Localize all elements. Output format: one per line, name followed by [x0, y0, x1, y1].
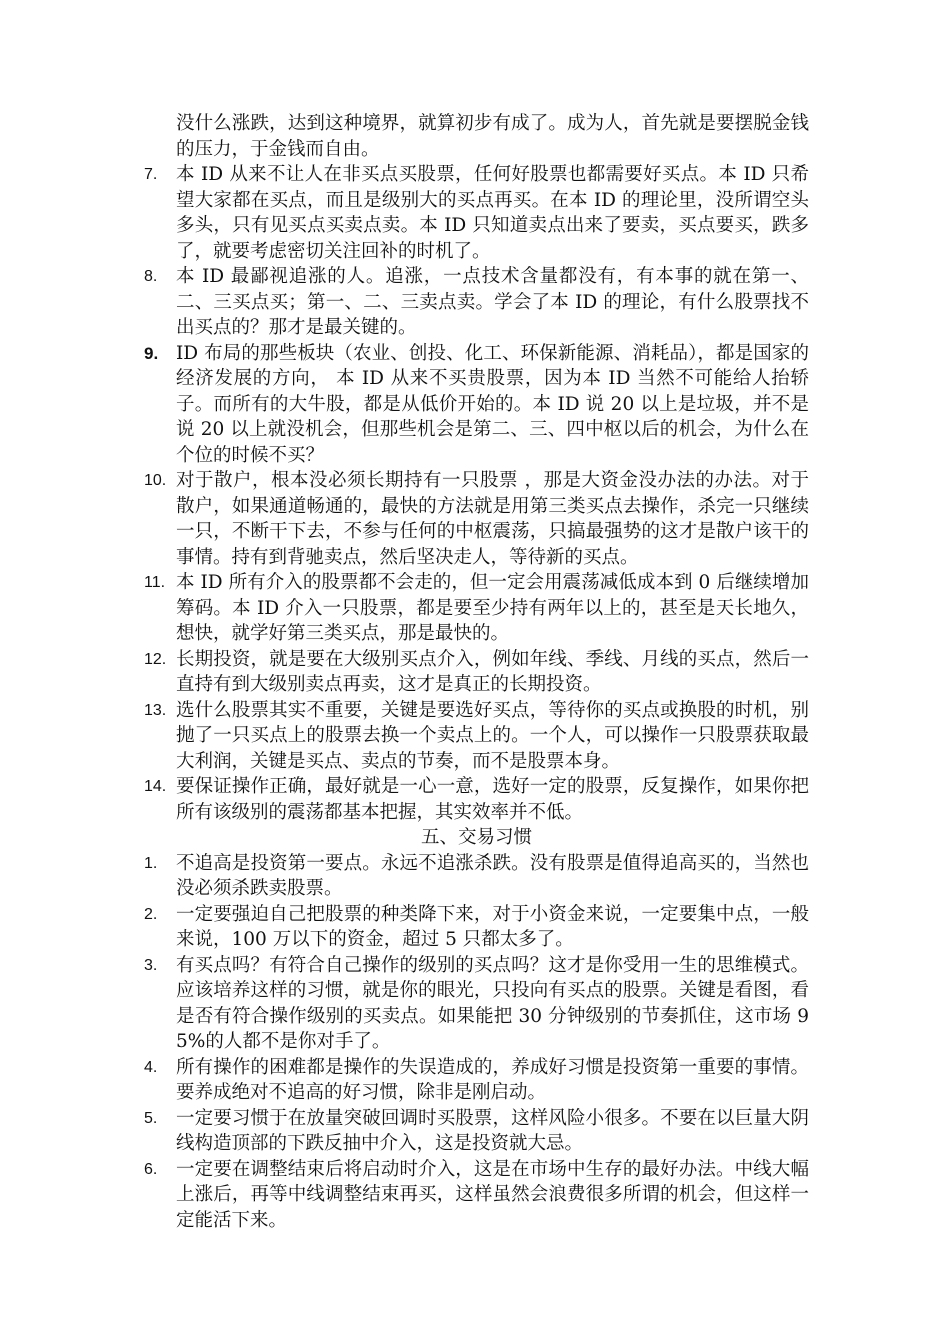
item-number: 10.: [144, 472, 167, 489]
item-number: 6.: [144, 1160, 158, 1178]
document-body: [144, 111, 809, 1233]
item-number: 13.: [144, 701, 167, 719]
item-number: 5.: [144, 1109, 158, 1127]
list-item: [144, 902, 809, 953]
list-item: [144, 264, 809, 341]
item-number: 2.: [144, 905, 158, 923]
list-item: [144, 341, 809, 469]
list-item: [144, 162, 809, 264]
section-5-list: [144, 851, 809, 1234]
item-number: 3.: [144, 956, 158, 974]
item-number: 9.: [144, 343, 159, 363]
list-item: [144, 1157, 809, 1234]
item-text: 本 ID 最鄙视追涨的人。追涨，一点技术含量都没有，有本事的就在第一、二、三买点买；第一、二、三卖点卖。学会了本 ID 的理论，有什么股票找不出买点的？那才是最关键的。: [176, 266, 809, 338]
item-number: 12.: [144, 650, 167, 668]
list-item: [144, 468, 809, 570]
item-text: 要保证操作正确，最好就是一心一意，选好一定的股票，反复操作，如果你把所有该级别的震荡都基本把握，其实效率并不低。: [176, 776, 809, 823]
list-item: [144, 647, 809, 698]
item-text: 一定要强迫自己把股票的种类降下来，对于小资金来说，一定要集中点，一般来说，100 万以下的资金，超过 5 只都太多了。: [176, 903, 809, 950]
item-text: 有买点吗？有符合自己操作的级别的买点吗？这才是你受用一生的思维模式。应该培养这样的习惯，就是你的眼光，只投向有买点的股票。关键是看图，看是否有符合操作级别的买卖点。如果能把 30 分钟级别的节奏抓住，这市场 95%的人都不是你对手了。: [176, 954, 809, 1052]
list-item: [144, 953, 809, 1055]
item-number: 8.: [144, 268, 158, 285]
continuation-paragraph: 没什么涨跌，达到这种境界，就算初步有成了。成为人，首先就是要摆脱金钱的压力，于金钱而自由。: [176, 113, 809, 160]
item-text: 长期投资，就是要在大级别买点介入，例如年线、季线、月线的买点，然后一直持有到大级别卖点再卖，这才是真正的长期投资。: [176, 648, 809, 695]
item-number: 14.: [144, 778, 167, 795]
list-item: [144, 851, 809, 902]
item-number: 1.: [144, 854, 158, 872]
item-text: 一定要在调整结束后将启动时介入，这是在市场中生存的最好办法。中线大幅上涨后，再等中线调整结束再买，这样虽然会浪费很多所谓的机会，但这样一定能活下来。: [176, 1158, 809, 1231]
list-item: [144, 1106, 809, 1157]
item-text: 所有操作的困难都是操作的失误造成的，养成好习惯是投资第一重要的事情。要养成绝对不追高的好习惯，除非是刚启动。: [176, 1056, 809, 1103]
item-number: 11.: [144, 574, 166, 591]
item-text: 选什么股票其实不重要，关键是要选好买点，等待你的买点或换股的时机，别抛了一只买点上的股票去换一个卖点上的。一个人，可以操作一只股票获取最大利润，关键是买点、卖点的节奏，而不是股票本身。: [176, 699, 809, 772]
list-item: [144, 774, 809, 825]
list-item: [144, 698, 809, 775]
list-item: [144, 1055, 809, 1106]
item-number: 4.: [144, 1058, 158, 1076]
item-number: 7.: [144, 166, 158, 183]
section-heading: 五、交易习惯: [420, 827, 532, 848]
item-text: 一定要习惯于在放量突破回调时买股票，这样风险小很多。不要在以巨量大阴线构造顶部的下跌反抽中介入，这是投资就大忌。: [176, 1107, 809, 1154]
list-item: [144, 570, 809, 647]
item-text: 对于散户，根本没必须长期持有一只股票 ，那是大资金没办法的办法。对于散户，如果通道畅通的，最快的方法就是用第三类买点去操作，杀完一只继续一只，不断干下去，不参与任何的中枢震荡，只搞最强势的这才是散户该干的事情。持有到背驰卖点，然后坚决走人，等待新的买点。: [176, 470, 809, 568]
item-text: 本 ID 从来不让人在非买点买股票，任何好股票也都需要好买点。本 ID 只希望大家都在买点，而且是级别大的买点再买。在本 ID 的理论里，没所谓空头多头，只有见买点买卖点卖。本 ID 只知道卖点出来了要卖，买点要买，跌多了，就要考虑密切关注回补的时机了。: [176, 164, 809, 262]
item-text: ID 布局的那些板块（农业、创投、化工、环保新能源、消耗品），都是国家的经济发展的方向， 本 ID 从来不买贵股票，因为本 ID 当然不可能给人抬轿子。而所有的大牛股，都是从低价开始的。本 ID 说 20 以上是垃圾，并不是说 20 以上就没机会，但那些机会是第二、三、四中枢以后的机会，为什么在个位的时候不买？: [176, 342, 809, 466]
section-4-list: [144, 162, 809, 825]
item-text: 本 ID 所有介入的股票都不会走的，但一定会用震荡减低成本到 0 后继续增加筹码。本 ID 介入一只股票，都是要至少持有两年以上的，甚至是天长地久，想快，就学好第三类买点，那是最快的。: [176, 572, 809, 644]
item-text: 不追高是投资第一要点。永远不追涨杀跌。没有股票是值得追高买的，当然也没必须杀跌卖股票。: [176, 852, 809, 899]
